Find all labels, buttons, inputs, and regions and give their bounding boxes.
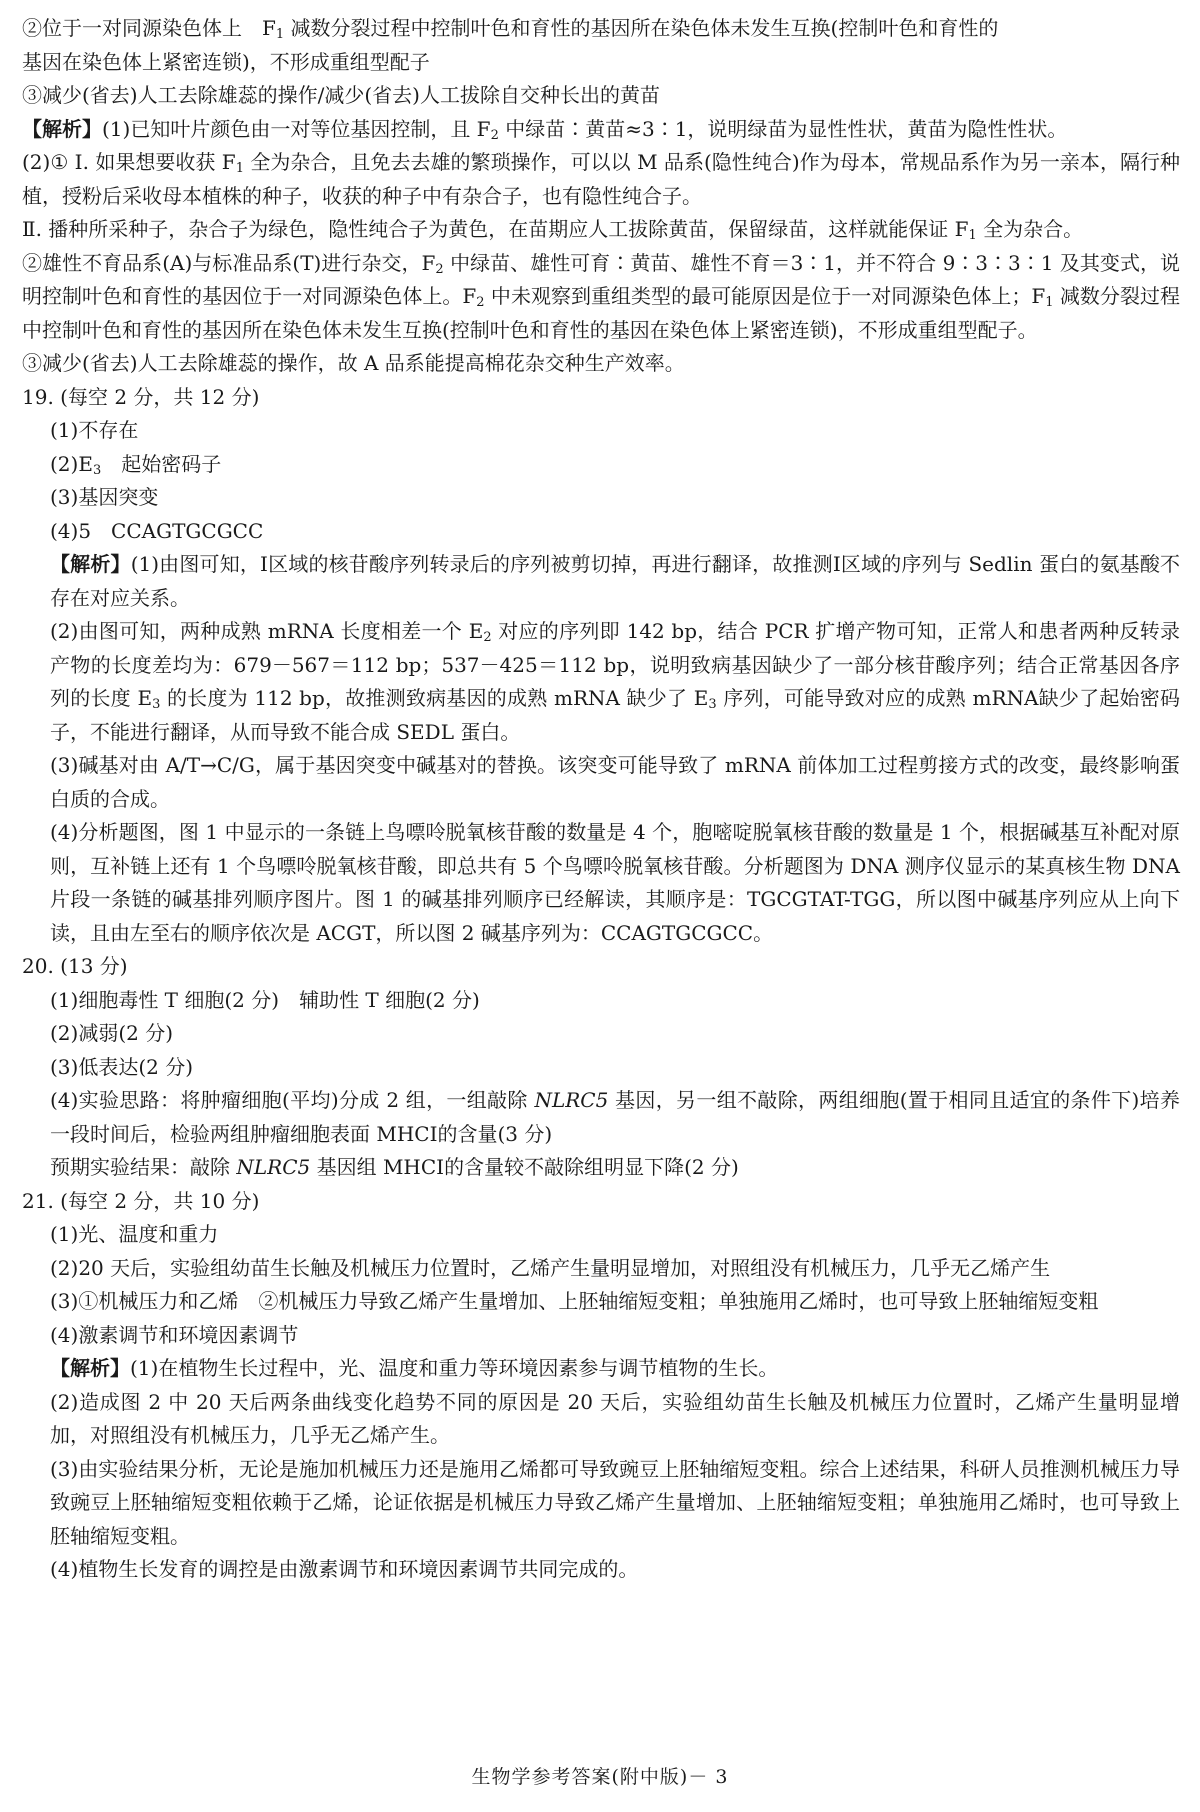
answer-page-body [22,12,1180,1587]
answer-line: $(2)E_3$ 起始密码子 [50,451,222,478]
page-footer: 生物学参考答案(附中版)－ 3 [471,1766,729,1788]
answer-line: (2)20 天后，实验组幼苗生长触及机械压力位置时，乙烯产生量明显增加，对照组没有机械压力，几乎无乙烯产生 [50,1255,1051,1280]
gene-name: NLRC5 [236,1155,311,1179]
answer-line: (4)实验思路：将肿瘤细胞(平均)分成 2 组，一组敲除 NLRC5 基因，另一组不敲除，两组细胞(置于相同且适宜的条件下)培养一段时间后，检验两组肿瘤细胞表面 MHCⅠ的含量(3 分) [50,1088,1181,1146]
answer-line: (4)5 CCAGTGCGCC [50,518,264,543]
explanation-tag: 【解析】 [50,552,131,576]
answer-line: ③减少(省去)人工去除雄蕊的操作/减少(省去)人工拔除自交种长出的黄苗 [22,83,660,107]
explanation-paragraph: 【解析】(1)已知叶片颜色由一对等位基因控制，且 $F_2$ 中绿苗∶黄苗≈3∶1，说明绿苗为显性性状，黄苗为隐性性状。 [22,116,1068,143]
answer-line: (2)减弱(2 分) [50,1021,174,1045]
explanation-paragraph: (2)① Ⅰ. 如果想要收获 $F_1$ 全为杂合，且免去去雄的繁琐操作，可以以 M 品系(隐性纯合)作为母本，常规品系作为另一亲本，隔行种植，授粉后采收母本植株的种子，收获的种子中有杂合子，也有隐性纯合子。 [22,150,1180,208]
answer-line: (3)基因突变 [50,485,159,509]
question-21-heading: 21. (每空 2 分，共 10 分) [22,1188,260,1213]
question-19-heading: 19. (每空 2 分，共 12 分) [22,384,260,409]
answer-line: (3)①机械压力和乙烯 ②机械压力导致乙烯产生量增加、上胚轴缩短变粗；单独施用乙烯时，也可导致上胚轴缩短变粗 [50,1289,1099,1313]
explanation-paragraph: 【解析】(1)在植物生长过程中，光、温度和重力等环境因素参与调节植物的生长。 [50,1356,779,1380]
explanation-paragraph: (3)由实验结果分析，无论是施加机械压力还是施用乙烯都可导致豌豆上胚轴缩短变粗。综合上述结果，科研人员推测机械压力导致豌豆上胚轴缩短变粗依赖于乙烯，论证依据是机械压力导致乙烯产生量增加、上胚轴缩短变粗；单独施用乙烯时，也可导致上胚轴缩短变粗。 [50,1456,1180,1548]
answer-line: ②位于一对同源染色体上 $F_1$ 减数分裂过程中控制叶色和育性的基因所在染色体未发生互换(控制叶色和育性的 [22,16,999,42]
answer-line: (4)激素调节和环境因素调节 [50,1322,299,1347]
explanation-paragraph: (4)植物生长发育的调控是由激素调节和环境因素调节共同完成的。 [50,1557,639,1581]
answer-line: (1)光、温度和重力 [50,1222,219,1246]
explanation-paragraph: (2)造成图 2 中 20 天后两条曲线变化趋势不同的原因是 20 天后，实验组幼苗生长触及机械压力位置时，乙烯产生量明显增加，对照组没有机械压力，几乎无乙烯产生。 [50,1389,1180,1447]
explanation-paragraph: Ⅱ. 播种所采种子，杂合子为绿色，隐性纯合子为黄色，在苗期应人工拔除黄苗，保留绿苗，这样就能保证 $F_1$ 全为杂合。 [22,217,1084,243]
explanation-paragraph: 【解析】(1)由图可知，Ⅰ区域的核苷酸序列转录后的序列被剪切掉，再进行翻译，故推测Ⅰ区域的序列与 Sedlin 蛋白的氨基酸不存在对应关系。 [50,552,1181,610]
explanation-paragraph: (4)分析题图，图 1 中显示的一条链上鸟嘌呤脱氧核苷酸的数量是 4 个，胞嘧啶脱氧核苷酸的数量是 1 个，根据碱基互补配对原则，互补链上还有 1 个鸟嘌呤脱氧核苷酸，即总共有 5 个鸟嘌呤脱氧核苷酸。分析题图为 DNA 测序仪显示的某真核生物 DNA 片段一条链的碱基排列顺序图片。图 1 的碱基排列顺序已经解读，其顺序是：TGCGTAT-TGG，所以图中碱基序列应从上向下读，且由左至右的顺序依次是 ACGT，所以图 2 碱基序列为：CCAGTGCGCC。 [50,820,1180,945]
question-20-heading: 20. (13 分) [22,954,128,978]
explanation-tag: 【解析】 [50,1356,130,1380]
explanation-tag: 【解析】 [22,116,102,141]
answer-line: 预期实验结果：敲除 NLRC5 基因组 MHCⅠ的含量较不敲除组明显下降(2 分) [50,1155,739,1179]
answer-line: (1)细胞毒性 T 细胞(2 分) 辅助性 T 细胞(2 分) [50,987,480,1012]
explanation-paragraph: (3)碱基对由 A/T→C/G，属于基因突变中碱基对的替换。该突变可能导致了 mRNA 前体加工过程剪接方式的改变，最终影响蛋白质的合成。 [50,753,1180,811]
explanation-paragraph: (2)由图可知，两种成熟 mRNA 长度相差一个 $E_2$ 对应的序列即 142 bp，结合 PCR 扩增产物可知，正常人和患者两种反转录产物的长度差均为：679－567＝112 bp；537－425＝112 bp，说明致病基因缺少了一部分核苷酸序列；结合正常基因各序列的长度 $E_3$ 的长度为 112 bp，故推测致病基因的成熟 mRNA 缺少了 $E_3$ 序列，可能导致对应的成熟 mRNA缺少了起始密码子，不能进行翻译，从而导致不能合成 SEDL 蛋白。 [50,619,1181,744]
answer-line: (1)不存在 [50,418,139,442]
gene-name: NLRC5 [534,1088,609,1112]
explanation-paragraph: ②雄性不育品系(A)与标准品系(T)进行杂交，$F_2$ 中绿苗、雄性可育∶黄苗、雄性不育＝3∶1，并不符合 9∶3∶3∶1 及其变式，说明控制叶色和育性的基因位于一对同源染色体上。$F_2$ 中未观察到重组类型的最可能原因是位于一对同源染色体上；$F_1$ 减数分裂过程中控制叶色和育性的基因所在染色体未发生互换(控制叶色和育性的基因在染色体上紧密连锁)，不形成重组型配子。 [22,250,1181,342]
answer-line: 基因在染色体上紧密连锁)，不形成重组型配子 [22,49,430,74]
answer-line: (3)低表达(2 分) [50,1054,194,1079]
explanation-paragraph: ③减少(省去)人工去除雄蕊的操作，故 A 品系能提高棉花杂交种生产效率。 [22,351,685,375]
